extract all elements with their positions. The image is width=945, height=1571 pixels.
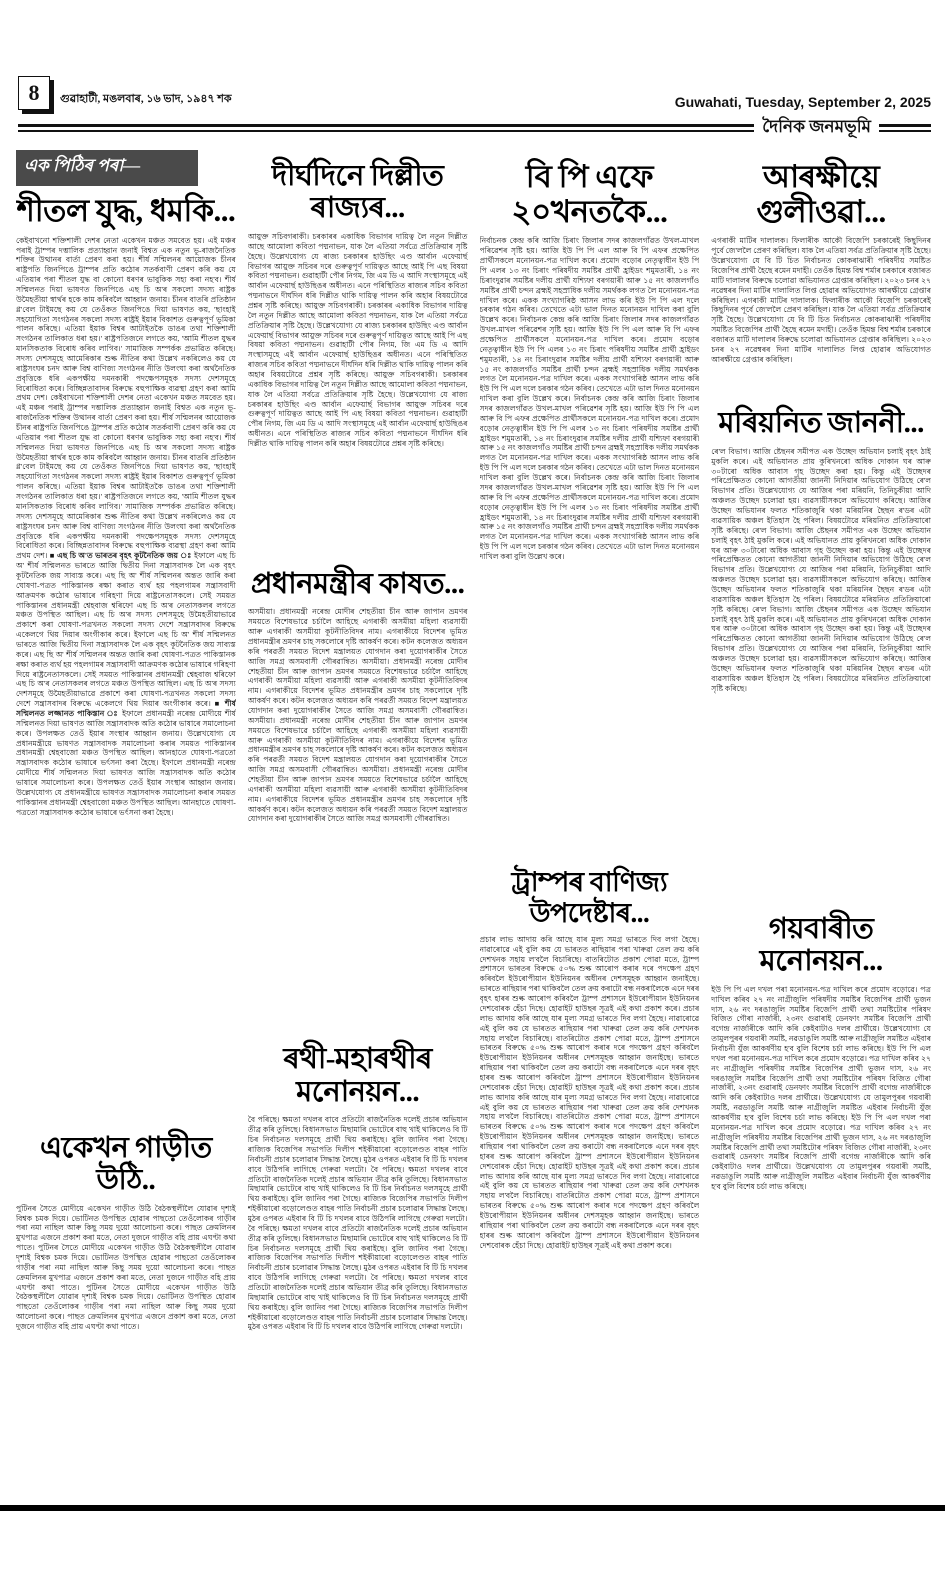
cold-war-body2: ইফালে এছ চি অ' শীৰ্ষ সন্মিলনত ভাৰতে আজি দ্বিতীয় দিনা সন্ত্ৰাসবাদক লৈ এক বৃহৎ কূটনৈতিক জয় সাব্যস্ত কৰে। এছ ছি অ' শীৰ্ষ সন্মিলনৰ অন্তত জাৰি কৰা ঘোষণা-পত্ৰত পাকিস্তানক ৰক্ষা কৰাত ব্যৰ্থ হয় পহলগামৰ সন্ত্ৰাসবাদী আক্ৰমণক কঠোৰ ভাষাৰে গৰিহণা দিয়ে ৰাষ্ট্ৰনেতাসকলে। সেই সময়ত পাকিস্তানৰ প্ৰধানমন্ত্ৰী শ্বেহবাজ শ্বৰিফো এছ চি অ'ৰ নেতাসকলৰ লগতে মঞ্চত উপস্থিত আছিল। এছ চি অ'ৰ সদস্য দেশসমূহে উমৈহতীয়াভাৱে প্ৰকাশে কৰা ঘোষণা-পত্ৰখনত সকলো সদস্য দেশে সন্ত্ৰাসবাদৰ বিৰুদ্ধে একেলগে থিয় দিয়াৰ অংগীকাৰ কৰে। ইফালে এছ চি অ' শীৰ্ষ সন্মিলনত ভাৰতে আজি দ্বিতীয় দিনা সন্ত্ৰাসবাদক লৈ এক বৃহৎ কূটনৈতিক জয় সাব্যস্ত কৰে। এছ ছি অ' শীৰ্ষ সন্মিলনৰ অন্তত জাৰি কৰা ঘোষণা-পত্ৰত পাকিস্তানক ৰক্ষা কৰাত ব্যৰ্থ হয় পহলগামৰ সন্ত্ৰাসবাদী আক্ৰমণক কঠোৰ ভাষাৰে গৰিহণা দিয়ে ৰাষ্ট্ৰনেতাসকলে। সেই সময়ত পাকিস্তানৰ প্ৰধানমন্ত্ৰী শ্বেহবাজ শ্বৰিফো এছ চি অ'ৰ নেতাসকলৰ লগতে মঞ্চত উপস্থিত আছিল। এছ চি অ'ৰ সদস্য দেশসমূহে উমৈহতীয়াভাৱে প্ৰকাশে কৰা ঘোষণা-পত্ৰখনত সকলো সদস্য দেশে সন্ত্ৰাসবাদৰ বিৰুদ্ধে একেলগে থিয় দিয়াৰ অংগীকাৰ কৰে।: [16, 551, 236, 709]
article-nominations-body: [248, 1115, 468, 1518]
gaibari-body: ইউ পি পি এল দখল পৰা মনোনয়ন-পত্ৰ দাখিল কৰে প্ৰমোদ বড়োৱে। পত্ৰ দাখিল কৰিব ২৭ নং নাগ্ৰীজুলি পৰিষদীয় সমষ্টিৰ বিজেপিৰ প্ৰাৰ্থী ভুজন দাস, ২৬ নং দৰঙাজুলি সমষ্টিৰ বিজেপি প্ৰাৰ্থী তথা সমষ্টিটোৰ পৰিষদ বিজিত গৌৰা নাৰ্জাৰী, ২৩নং গুৱাৰাই ডেনফাং সমষ্টিৰ বিজেপি প্ৰাৰ্থী বগেন্দ্ৰ নাৰ্জাৰীকে আদি কৰি কেইবাটাও দলৰ প্ৰাৰ্থীয়ে। উল্লেখযোগ্য যে তামুলপুৰৰ গয়বাৰী সমষ্টি, নৱডাঙুলি সমষ্টি আৰু নাগ্ৰীজুলি সমষ্টিত এইবাৰ নিৰ্বাচনী যুঁজ আকৰ্ষণীয় হ'ব বুলি বিশেষ চৰ্চা লাভ কৰিছে। ইউ পি পি এল দখল পৰা মনোনয়ন-পত্ৰ দাখিল কৰে প্ৰমোদ বড়োৱে। পত্ৰ দাখিল কৰিব ২৭ নং নাগ্ৰীজুলি পৰিষদীয় সমষ্টিৰ বিজেপিৰ প্ৰাৰ্থী ভুজন দাস, ২৬ নং দৰঙাজুলি সমষ্টিৰ বিজেপি প্ৰাৰ্থী তথা সমষ্টিটোৰ পৰিষদ বিজিত গৌৰা নাৰ্জাৰী, ২৩নং গুৱাৰাই ডেনফাং সমষ্টিৰ বিজেপি প্ৰাৰ্থী বগেন্দ্ৰ নাৰ্জাৰীকে আদি কৰি কেইবাটাও দলৰ প্ৰাৰ্থীয়ে। উল্লেখযোগ্য যে তামুলপুৰৰ গয়বাৰী সমষ্টি, নৱডাঙুলি সমষ্টি আৰু নাগ্ৰীজুলি সমষ্টিত এইবাৰ নিৰ্বাচনী যুঁজ আকৰ্ষণীয় হ'ব বুলি বিশেষ চৰ্চা লাভ কৰিছে। ইউ পি পি এল দখল পৰা মনোনয়ন-পত্ৰ দাখিল কৰে প্ৰমোদ বড়োৱে। পত্ৰ দাখিল কৰিব ২৭ নং নাগ্ৰীজুলি পৰিষদীয় সমষ্টিৰ বিজেপিৰ প্ৰাৰ্থী ভুজন দাস, ২৬ নং দৰঙাজুলি সমষ্টিৰ বিজেপি প্ৰাৰ্থী তথা সমষ্টিটোৰ পৰিষদ বিজিত গৌৰা নাৰ্জাৰী, ২৩নং গুৱাৰাই ডেনফাং সমষ্টিৰ বিজেপি প্ৰাৰ্থী বগেন্দ্ৰ নাৰ্জাৰীকে আদি কৰি কেইবাটাও দলৰ প্ৰাৰ্থীয়ে। উল্লেখযোগ্য যে তামুলপুৰৰ গয়বাৰী সমষ্টি, নৱডাঙুলি সমষ্টি আৰু নাগ্ৰীজুলি সমষ্টিত এইবাৰ নিৰ্বাচনী যুঁজ আকৰ্ষণীয় হ'ব বুলি বিশেষ চৰ্চা লাভ কৰিছে।: [711, 984, 931, 1192]
article-same-car-body: [16, 1204, 236, 1518]
double-rule-right: [879, 124, 931, 132]
police-firing-body: এগৰাকী মাটিৰ দালালক। ফিলাৰীক আকৌ বিজেপি চৰকাৰেই কিছুদিনৰ পূৰ্বে জে'ললৈ প্ৰেৰণ কৰিছিল। যাক লৈ এতিয়া সৰ্বত্ৰ প্ৰতিক্ৰিয়াৰ সৃষ্টি হৈছে। উল্লেখযোগ্য যে বি টি চিত নিৰ্বাচনত কোকৰাঝাৰী পৰিষদীয় সমষ্টিত বিজেপিৰ প্ৰাৰ্থী হৈছে ৰমেন মদাহী। তেওঁক হিমন্ত বিশ্ব শৰ্মাৰ চৰকাৰে বজাৰত মাটি দালালৰ বিৰুদ্ধে চলোৱা অভিযানত গ্ৰেপ্তাৰ কৰিছিল। ২০২৩ চনৰ ২৭ নৱেম্বৰৰ দিনা মাটিৰ দালালিত লিপ্ত হোৱাৰ অভিযোগত আৰক্ষীয়ে গ্ৰেপ্তাৰ কৰিছিল। এগৰাকী মাটিৰ দালালক। ফিলাৰীক আকৌ বিজেপি চৰকাৰেই কিছুদিনৰ পূৰ্বে জে'ললৈ প্ৰেৰণ কৰিছিল। যাক লৈ এতিয়া সৰ্বত্ৰ প্ৰতিক্ৰিয়াৰ সৃষ্টি হৈছে। উল্লেখযোগ্য যে বি টি চিত নিৰ্বাচনত কোকৰাঝাৰী পৰিষদীয় সমষ্টিত বিজেপিৰ প্ৰাৰ্থী হৈছে ৰমেন মদাহী। তেওঁক হিমন্ত বিশ্ব শৰ্মাৰ চৰকাৰে বজাৰত মাটি দালালৰ বিৰুদ্ধে চলোৱা অভিযানত গ্ৰেপ্তাৰ কৰিছিল। ২০২৩ চনৰ ২৭ নৱেম্বৰৰ দিনা মাটিৰ দালালিত লিপ্ত হোৱাৰ অভিযোগত আৰক্ষীয়ে গ্ৰেপ্তাৰ কৰিছিল।: [711, 236, 931, 364]
column-4: [711, 148, 931, 1518]
content-columns: [0, 142, 945, 1518]
bottom-rule: [0, 1505, 945, 1511]
masthead-rule: [18, 114, 931, 142]
mariani-body: ৰে'ল বিভাগ। আজি ষ্টেছনৰ সমীপত এক উচ্ছেদ অভিযান চলাই বৃহৎ ঠাই মুকলি কৰে। এই অভিযানত প্ৰায় কুৰিখনৰো অধিক দোকান ঘৰ আৰু ৩০টাৰো অধিক আবাস গৃহ উচ্ছেদ কৰা হয়। কিন্তু এই উচ্ছেদৰ পৰিপ্ৰেক্ষিতত কোনো আগতীয়া জাননী নিদিয়াৰ অভিযোগ উঠিছে ৰে'ল বিভাগৰ প্ৰতি। উল্লেখযোগ্য যে আজিৰ পৰা মৰিয়নি, তিনিচুকীয়া আদি অঞ্চলত উচ্ছেদ চলোৱা হয়। ব্যৱসায়ীসকলে অভিযোগ কৰিছে। আজিৰ উচ্ছেদ অভিযানৰ ফলত শতিকাজুৰি থকা মৰিয়নিৰ ছৈছন ৰ'ডৰ এটা ব্যৱসায়িক অঞ্চল ইতিহাস হৈ পৰিল। বিষয়টোৱে মৰিয়নিত প্ৰতিক্ৰিয়াৰো সৃষ্টি কৰিছে। ৰে'ল বিভাগ। আজি ষ্টেছনৰ সমীপত এক উচ্ছেদ অভিযান চলাই বৃহৎ ঠাই মুকলি কৰে। এই অভিযানত প্ৰায় কুৰিখনৰো অধিক দোকান ঘৰ আৰু ৩০টাৰো অধিক আবাস গৃহ উচ্ছেদ কৰা হয়। কিন্তু এই উচ্ছেদৰ পৰিপ্ৰেক্ষিতত কোনো আগতীয়া জাননী নিদিয়াৰ অভিযোগ উঠিছে ৰে'ল বিভাগৰ প্ৰতি। উল্লেখযোগ্য যে আজিৰ পৰা মৰিয়নি, তিনিচুকীয়া আদি অঞ্চলত উচ্ছেদ চলোৱা হয়। ব্যৱসায়ীসকলে অভিযোগ কৰিছে। আজিৰ উচ্ছেদ অভিযানৰ ফলত শতিকাজুৰি থকা মৰিয়নিৰ ছৈছন ৰ'ডৰ এটা ব্যৱসায়িক অঞ্চল ইতিহাস হৈ পৰিল। বিষয়টোৱে মৰিয়নিত প্ৰতিক্ৰিয়াৰো সৃষ্টি কৰিছে। ৰে'ল বিভাগ। আজি ষ্টেছনৰ সমীপত এক উচ্ছেদ অভিযান চলাই বৃহৎ ঠাই মুকলি কৰে। এই অভিযানত প্ৰায় কুৰিখনৰো অধিক দোকান ঘৰ আৰু ৩০টাৰো অধিক আবাস গৃহ উচ্ছেদ কৰা হয়। কিন্তু এই উচ্ছেদৰ পৰিপ্ৰেক্ষিতত কোনো আগতীয়া জাননী নিদিয়াৰ অভিযোগ উঠিছে ৰে'ল বিভাগৰ প্ৰতি। উল্লেখযোগ্য যে আজিৰ পৰা মৰিয়নি, তিনিচুকীয়া আদি অঞ্চলত উচ্ছেদ চলোৱা হয়। ব্যৱসায়ীসকলে অভিযোগ কৰিছে। আজিৰ উচ্ছেদ অভিযানৰ ফলত শতিকাজুৰি থকা মৰিয়নিৰ ছৈছন ৰ'ডৰ এটা ব্যৱসায়িক অঞ্চল ইতিহাস হৈ পৰিল। বিষয়টোৱে মৰিয়নিত প্ৰতিক্ৰিয়াৰো সৃষ্টি কৰিছে।: [711, 446, 931, 693]
page-number-box: [18, 76, 50, 110]
article-gaibari-body: [711, 985, 931, 1518]
page-header: [0, 0, 945, 142]
headline-mariani: মৰিয়নিত জাননী...: [718, 407, 924, 440]
column-3: [480, 148, 700, 1518]
column-1: [16, 148, 236, 1518]
article-police-firing-body: [711, 236, 931, 401]
article-cold-war-body: [16, 236, 236, 1126]
column-2: [248, 148, 468, 1518]
masthead-title: দৈনিক জনমভূমি: [762, 117, 871, 136]
headline-delhi: দীৰ্ঘদিনে দিল্লীত ৰাজ্যৰ...: [271, 160, 444, 225]
headline-trump-advisor: ট্ৰাম্পৰ বাণিজ্য উপদেষ্টাৰ...: [511, 867, 668, 928]
headline-police-firing: আৰক্ষীয়ে গুলীওৱা...: [756, 159, 886, 229]
cold-war-subhead1: ■ এছ চি অ'ত ভাৰতৰ বৃহৎ কূটনৈতিক জয় ঃ: [49, 551, 195, 561]
trump-advisor-body: প্ৰচাৰ লাভ আদায় কৰি আছে যাৰ মূল্য সমগ্ৰ ভাৰতে দিব লগা হৈছে। নাৱাৰোৱে এই বুলি কয় যে ভাৰতত ৰাছিয়াৰ পৰা খাৰুৱা তেল ক্ৰয় কৰি দেশখনক সহায় ল'বলৈ বিচাৰিছে। বাতৰিটোত প্ৰকাশ পোৱা মতে, ট্ৰাম্প প্ৰশাসনে ভাৰতৰ বিৰুদ্ধে ৫০% শুল্ক আৰোপ কৰাৰ দৰে পদক্ষেপ গ্ৰহণ কৰিবলৈ ইউৰোপীয়ান ইউনিয়নৰ অধীনৰ দেশসমূহক আহ্বান জনাইছে। ভাৰতে ৰাছিয়াৰ পৰা থাকিবলৈ তেল ক্ৰয় কৰাটো বন্ধ নকৰালৈকে এনে দৰৰ বৃহৎ হাৰৰ শুল্ক আৰোপ কৰিবলৈ ট্ৰাম্প প্ৰশাসনে ইউৰোপীয়ান ইউনিয়নৰ দেশবোৰক হেঁচা দিছে। হোৱাইট হাউছৰ সূত্ৰই এই কথা প্ৰকাশ কৰে। প্ৰচাৰ লাভ আদায় কৰি আছে যাৰ মূল্য সমগ্ৰ ভাৰতে দিব লগা হৈছে। নাৱাৰোৱে এই বুলি কয় যে ভাৰতত ৰাছিয়াৰ পৰা খাৰুৱা তেল ক্ৰয় কৰি দেশখনক সহায় ল'বলৈ বিচাৰিছে। বাতৰিটোত প্ৰকাশ পোৱা মতে, ট্ৰাম্প প্ৰশাসনে ভাৰতৰ বিৰুদ্ধে ৫০% শুল্ক আৰোপ কৰাৰ দৰে পদক্ষেপ গ্ৰহণ কৰিবলৈ ইউৰোপীয়ান ইউনিয়নৰ অধীনৰ দেশসমূহক আহ্বান জনাইছে। ভাৰতে ৰাছিয়াৰ পৰা থাকিবলৈ তেল ক্ৰয় কৰাটো বন্ধ নকৰালৈকে এনে দৰৰ বৃহৎ হাৰৰ শুল্ক আৰোপ কৰিবলৈ ট্ৰাম্প প্ৰশাসনে ইউৰোপীয়ান ইউনিয়নৰ দেশবোৰক হেঁচা দিছে। হোৱাইট হাউছৰ সূত্ৰই এই কথা প্ৰকাশ কৰে। প্ৰচাৰ লাভ আদায় কৰি আছে যাৰ মূল্য সমগ্ৰ ভাৰতে দিব লগা হৈছে। নাৱাৰোৱে এই বুলি কয় যে ভাৰতত ৰাছিয়াৰ পৰা খাৰুৱা তেল ক্ৰয় কৰি দেশখনক সহায় ল'বলৈ বিচাৰিছে। বাতৰিটোত প্ৰকাশ পোৱা মতে, ট্ৰাম্প প্ৰশাসনে ভাৰতৰ বিৰুদ্ধে ৫০% শুল্ক আৰোপ কৰাৰ দৰে পদক্ষেপ গ্ৰহণ কৰিবলৈ ইউৰোপীয়ান ইউনিয়নৰ অধীনৰ দেশসমূহক আহ্বান জনাইছে। ভাৰতে ৰাছিয়াৰ পৰা থাকিবলৈ তেল ক্ৰয় কৰাটো বন্ধ নকৰালৈকে এনে দৰৰ বৃহৎ হাৰৰ শুল্ক আৰোপ কৰিবলৈ ট্ৰাম্প প্ৰশাসনে ইউৰোপীয়ান ইউনিয়নৰ দেশবোৰক হেঁচা দিছে। হোৱাইট হাউছৰ সূত্ৰই এই কথা প্ৰকাশ কৰে। প্ৰচাৰ লাভ আদায় কৰি আছে যাৰ মূল্য সমগ্ৰ ভাৰতে দিব লগা হৈছে। নাৱাৰোৱে এই বুলি কয় যে ভাৰতত ৰাছিয়াৰ পৰা খাৰুৱা তেল ক্ৰয় কৰি দেশখনক সহায় ল'বলৈ বিচাৰিছে। বাতৰিটোত প্ৰকাশ পোৱা মতে, ট্ৰাম্প প্ৰশাসনে ভাৰতৰ বিৰুদ্ধে ৫০% শুল্ক আৰোপ কৰাৰ দৰে পদক্ষেপ গ্ৰহণ কৰিবলৈ ইউৰোপীয়ান ইউনিয়নৰ অধীনৰ দেশসমূহক আহ্বান জনাইছে। ভাৰতে ৰাছিয়াৰ পৰা থাকিবলৈ তেল ক্ৰয় কৰাটো বন্ধ নকৰালৈকে এনে দৰৰ বৃহৎ হাৰৰ শুল্ক আৰোপ কৰিবলৈ ট্ৰাম্প প্ৰশাসনে ইউৰোপীয়ান ইউনিয়নৰ দেশবোৰক হেঁচা দিছে। হোৱাইট হাউছৰ সূত্ৰই এই কথা প্ৰকাশ কৰে।: [479, 934, 700, 1250]
pm-kashat-body: অসমীয়া। প্ৰধানমন্ত্ৰী নৰেন্দ্ৰ মোদীৰ শেহতীয়া চীন আৰু জাপান ভ্ৰমণৰ সময়তে বিশেষভাৱে চৰ্চালৈ আহিছে এগৰাকী অসমীয়া মহিলা ব্যৱসায়ী আৰু এগৰাকী অসমীয়া কূটনীতিবিদৰ নাম। এগৰাকীয়ে বিদেশৰ ভূমিত প্ৰধানমন্ত্ৰীৰ ভ্ৰমণৰ চাহ সকলোৰে দৃষ্টি আকৰ্ষণ কৰে। কটন কলেজত অধ্যয়ন কৰি পৰৱৰ্তী সময়ত বিদেশ মন্ত্ৰালয়ত যোগদান কৰা দুয়োগৰাকীৰ সৈতে আজি সমগ্ৰ অসমবাসী গৌৰৱান্বিত। অসমীয়া। প্ৰধানমন্ত্ৰী নৰেন্দ্ৰ মোদীৰ শেহতীয়া চীন আৰু জাপান ভ্ৰমণৰ সময়তে বিশেষভাৱে চৰ্চালৈ আহিছে এগৰাকী অসমীয়া মহিলা ব্যৱসায়ী আৰু এগৰাকী অসমীয়া কূটনীতিবিদৰ নাম। এগৰাকীয়ে বিদেশৰ ভূমিত প্ৰধানমন্ত্ৰীৰ ভ্ৰমণৰ চাহ সকলোৰে দৃষ্টি আকৰ্ষণ কৰে। কটন কলেজত অধ্যয়ন কৰি পৰৱৰ্তী সময়ত বিদেশ মন্ত্ৰালয়ত যোগদান কৰা দুয়োগৰাকীৰ সৈতে আজি সমগ্ৰ অসমবাসী গৌৰৱান্বিত। অসমীয়া। প্ৰধানমন্ত্ৰী নৰেন্দ্ৰ মোদীৰ শেহতীয়া চীন আৰু জাপান ভ্ৰমণৰ সময়তে বিশেষভাৱে চৰ্চালৈ আহিছে এগৰাকী অসমীয়া মহিলা ব্যৱসায়ী আৰু এগৰাকী অসমীয়া কূটনীতিবিদৰ নাম। এগৰাকীয়ে বিদেশৰ ভূমিত প্ৰধানমন্ত্ৰীৰ ভ্ৰমণৰ চাহ সকলোৰে দৃষ্টি আকৰ্ষণ কৰে। কটন কলেজত অধ্যয়ন কৰি পৰৱৰ্তী সময়ত বিদেশ মন্ত্ৰালয়ত যোগদান কৰা দুয়োগৰাকীৰ সৈতে আজি সমগ্ৰ অসমবাসী গৌৰৱান্বিত। অসমীয়া। প্ৰধানমন্ত্ৰী নৰেন্দ্ৰ মোদীৰ শেহতীয়া চীন আৰু জাপান ভ্ৰমণৰ সময়তে বিশেষভাৱে চৰ্চালৈ আহিছে এগৰাকী অসমীয়া মহিলা ব্যৱসায়ী আৰু এগৰাকী অসমীয়া কূটনীতিবিদৰ নাম। এগৰাকীয়ে বিদেশৰ ভূমিত প্ৰধানমন্ত্ৰীৰ ভ্ৰমণৰ চাহ সকলোৰে দৃষ্টি আকৰ্ষণ কৰে। কটন কলেজত অধ্যয়ন কৰি পৰৱৰ্তী সময়ত বিদেশ মন্ত্ৰালয়ত যোগদান কৰা দুয়োগৰাকীৰ সৈতে আজি সমগ্ৰ অসমবাসী গৌৰৱান্বিত।: [247, 607, 468, 824]
double-rule-left: [18, 124, 754, 132]
page-number: 8: [28, 80, 40, 105]
headline-pm-kashat: প্ৰধানমন্ত্ৰীৰ কাষত...: [250, 567, 465, 600]
dateline-assamese: গুৱাহাটী, মঙলবাৰ, ১৬ ভাদ, ১৯৪৭ শক: [60, 93, 232, 105]
headline-nominations: ৰথী-মহাৰথীৰ মনোনয়ন...: [283, 1043, 432, 1108]
delhi-body: আয়ুক্ত সচিবগৰাকী। চৰকাৰৰ একাধিক বিভাগৰ দায়িত্ব লৈ নতুন দিল্লীত আছে আমোলা কবিতা পদ্মনাভন, যাক লৈ এতিয়া সৰ্বত্ৰে প্ৰতিক্ৰিয়াৰ সৃষ্টি হৈছে। উল্লেখযোগ্য যে ৰাজ্য চৰকাৰৰ হাউছিং এণ্ড আৰ্বান এফেয়াৰ্ছ বিভাগৰ আয়ুক্ত সচিবৰ দৰে গুৰুত্বপূৰ্ণ দায়িত্বত আছে আই পি এছ বিষয়া কবিতা পদ্মনাভন। গুৱাহাটী পৌৰ নিগম, জি এম ডি এ আদি সংস্থাসমূহে এই আৰ্বান এফেয়াৰ্ছ হাউছিঙৰ অধীনত। এনে পৰিস্থিতিত ৰাজ্যৰ সচিব কবিতা পদ্মনাভনে দীৰ্ঘদিন ধৰি দিল্লীত থাকি দায়িত্ব পালন কৰি অহাৰ বিষয়টোৱে প্ৰশ্নৰ সৃষ্টি কৰিছে। আয়ুক্ত সচিবগৰাকী। চৰকাৰৰ একাধিক বিভাগৰ দায়িত্ব লৈ নতুন দিল্লীত আছে আমোলা কবিতা পদ্মনাভন, যাক লৈ এতিয়া সৰ্বত্ৰে প্ৰতিক্ৰিয়াৰ সৃষ্টি হৈছে। উল্লেখযোগ্য যে ৰাজ্য চৰকাৰৰ হাউছিং এণ্ড আৰ্বান এফেয়াৰ্ছ বিভাগৰ আয়ুক্ত সচিবৰ দৰে গুৰুত্বপূৰ্ণ দায়িত্বত আছে আই পি এছ বিষয়া কবিতা পদ্মনাভন। গুৱাহাটী পৌৰ নিগম, জি এম ডি এ আদি সংস্থাসমূহে এই আৰ্বান এফেয়াৰ্ছ হাউছিঙৰ অধীনত। এনে পৰিস্থিতিত ৰাজ্যৰ সচিব কবিতা পদ্মনাভনে দীৰ্ঘদিন ধৰি দিল্লীত থাকি দায়িত্ব পালন কৰি অহাৰ বিষয়টোৱে প্ৰশ্নৰ সৃষ্টি কৰিছে। আয়ুক্ত সচিবগৰাকী। চৰকাৰৰ একাধিক বিভাগৰ দায়িত্ব লৈ নতুন দিল্লীত আছে আমোলা কবিতা পদ্মনাভন, যাক লৈ এতিয়া সৰ্বত্ৰে প্ৰতিক্ৰিয়াৰ সৃষ্টি হৈছে। উল্লেখযোগ্য যে ৰাজ্য চৰকাৰৰ হাউছিং এণ্ড আৰ্বান এফেয়াৰ্ছ বিভাগৰ আয়ুক্ত সচিবৰ দৰে গুৰুত্বপূৰ্ণ দায়িত্বত আছে আই পি এছ বিষয়া কবিতা পদ্মনাভন। গুৱাহাটী পৌৰ নিগম, জি এম ডি এ আদি সংস্থাসমূহে এই আৰ্বান এফেয়াৰ্ছ হাউছিঙৰ অধীনত। এনে পৰিস্থিতিত ৰাজ্যৰ সচিব কবিতা পদ্মনাভনে দীৰ্ঘদিন ধৰি দিল্লীত থাকি দায়িত্ব পালন কৰি অহাৰ বিষয়টোৱে প্ৰশ্নৰ সৃষ্টি কৰিছে।: [247, 231, 468, 448]
article-delhi-body: [248, 232, 468, 562]
article-pm-kashat-body: [248, 607, 468, 1037]
bpf-body: নিৰ্বাচনক কেন্দ্ৰ কৰি আজি চিৰাং জিলাৰ সদৰ কাজলগাঁৱত উখল-মাখল পৰিৱেশৰ সৃষ্টি হয়। আজি ইউ পি পি এল আৰু বি পি এফৰ প্ৰক্ষেপিত প্ৰাৰ্থীসকলে মনোনয়ন-পত্ৰ দাখিল কৰে। প্ৰমোদ বড়োৰ নেতৃত্বাধীন ইউ পি পি এলৰ ১৩ নং চিৰাং পৰিষদীয় সমষ্টিৰ প্ৰাৰ্থী হ্ৰাইডং শমুমতাৰী, ১৪ নং চিৰাংদুৱাৰ সমষ্টিৰ দলীয় প্ৰাৰ্থী যশ্যিফা বৰগয়াৰী আৰু ১৫ নং কাজলগাঁও সমষ্টিৰ প্ৰাৰ্থী চন্দন ব্ৰহ্মই সহস্ৰাধিক দলীয় সমৰ্থকক লগত লৈ মনোনয়ন-পত্ৰ দাখিল কৰে। একক সংখ্যাগৰিষ্ঠ আসন লাভ কৰি ইউ পি পি এল দলে চৰকাৰ গঠন কৰিব। তেখেতে এটা ভাল দিনত মনোনয়ন দাখিল কৰা বুলি উল্লেখ কৰে। নিৰ্বাচনক কেন্দ্ৰ কৰি আজি চিৰাং জিলাৰ সদৰ কাজলগাঁৱত উখল-মাখল পৰিৱেশৰ সৃষ্টি হয়। আজি ইউ পি পি এল আৰু বি পি এফৰ প্ৰক্ষেপিত প্ৰাৰ্থীসকলে মনোনয়ন-পত্ৰ দাখিল কৰে। প্ৰমোদ বড়োৰ নেতৃত্বাধীন ইউ পি পি এলৰ ১৩ নং চিৰাং পৰিষদীয় সমষ্টিৰ প্ৰাৰ্থী হ্ৰাইডং শমুমতাৰী, ১৪ নং চিৰাংদুৱাৰ সমষ্টিৰ দলীয় প্ৰাৰ্থী যশ্যিফা বৰগয়াৰী আৰু ১৫ নং কাজলগাঁও সমষ্টিৰ প্ৰাৰ্থী চন্দন ব্ৰহ্মই সহস্ৰাধিক দলীয় সমৰ্থকক লগত লৈ মনোনয়ন-পত্ৰ দাখিল কৰে। একক সংখ্যাগৰিষ্ঠ আসন লাভ কৰি ইউ পি পি এল দলে চৰকাৰ গঠন কৰিব। তেখেতে এটা ভাল দিনত মনোনয়ন দাখিল কৰা বুলি উল্লেখ কৰে। নিৰ্বাচনক কেন্দ্ৰ কৰি আজি চিৰাং জিলাৰ সদৰ কাজলগাঁৱত উখল-মাখল পৰিৱেশৰ সৃষ্টি হয়। আজি ইউ পি পি এল আৰু বি পি এফৰ প্ৰক্ষেপিত প্ৰাৰ্থীসকলে মনোনয়ন-পত্ৰ দাখিল কৰে। প্ৰমোদ বড়োৰ নেতৃত্বাধীন ইউ পি পি এলৰ ১৩ নং চিৰাং পৰিষদীয় সমষ্টিৰ প্ৰাৰ্থী হ্ৰাইডং শমুমতাৰী, ১৪ নং চিৰাংদুৱাৰ সমষ্টিৰ দলীয় প্ৰাৰ্থী যশ্যিফা বৰগয়াৰী আৰু ১৫ নং কাজলগাঁও সমষ্টিৰ প্ৰাৰ্থী চন্দন ব্ৰহ্মই সহস্ৰাধিক দলীয় সমৰ্থকক লগত লৈ মনোনয়ন-পত্ৰ দাখিল কৰে। একক সংখ্যাগৰিষ্ঠ আসন লাভ কৰি ইউ পি পি এল দলে চৰকাৰ গঠন কৰিব। তেখেতে এটা ভাল দিনত মনোনয়ন দাখিল কৰা বুলি উল্লেখ কৰে। নিৰ্বাচনক কেন্দ্ৰ কৰি আজি চিৰাং জিলাৰ সদৰ কাজলগাঁৱত উখল-মাখল পৰিৱেশৰ সৃষ্টি হয়। আজি ইউ পি পি এল আৰু বি পি এফৰ প্ৰক্ষেপিত প্ৰাৰ্থীসকলে মনোনয়ন-পত্ৰ দাখিল কৰে। প্ৰমোদ বড়োৰ নেতৃত্বাধীন ইউ পি পি এলৰ ১৩ নং চিৰাং পৰিষদীয় সমষ্টিৰ প্ৰাৰ্থী হ্ৰাইডং শমুমতাৰী, ১৪ নং চিৰাংদুৱাৰ সমষ্টিৰ দলীয় প্ৰাৰ্থী যশ্যিফা বৰগয়াৰী আৰু ১৫ নং কাজলগাঁও সমষ্টিৰ প্ৰাৰ্থী চন্দন ব্ৰহ্মই সহস্ৰাধিক দলীয় সমৰ্থকক লগত লৈ মনোনয়ন-পত্ৰ দাখিল কৰে। একক সংখ্যাগৰিষ্ঠ আসন লাভ কৰি ইউ পি পি এল দলে চৰকাৰ গঠন কৰিব। তেখেতে এটা ভাল দিনত মনোনয়ন দাখিল কৰা বুলি উল্লেখ কৰে।: [479, 236, 700, 561]
same-car-body: পুটিনৰ সৈতে মোদীয়ে একেখন গাড়ীত উঠি বৈঠকস্থলীলৈ যোৱাৰ দৃশ্যই বিশ্বক চমক দিয়ে। ভোটিনত উপস্থিত হোৱাৰ পাছতো তেওঁলোকৰ গাড়ীৰ পৰা নমা নাছিল আৰু কিছু সময় দুয়ো আলোচনা কৰে। পাছত ক্ৰেমলিনৰ মুখপাত্ৰ এজনে প্ৰকাশ কৰা মতে, নেতা দুজনে গাড়ীত বহি প্ৰায় এঘণ্টা কথা পাতে। পুটিনৰ সৈতে মোদীয়ে একেখন গাড়ীত উঠি বৈঠকস্থলীলৈ যোৱাৰ দৃশ্যই বিশ্বক চমক দিয়ে। ভোটিনত উপস্থিত হোৱাৰ পাছতো তেওঁলোকৰ গাড়ীৰ পৰা নমা নাছিল আৰু কিছু সময় দুয়ো আলোচনা কৰে। পাছত ক্ৰেমলিনৰ মুখপাত্ৰ এজনে প্ৰকাশ কৰা মতে, নেতা দুজনে গাড়ীত বহি প্ৰায় এঘণ্টা কথা পাতে। পুটিনৰ সৈতে মোদীয়ে একেখন গাড়ীত উঠি বৈঠকস্থলীলৈ যোৱাৰ দৃশ্যই বিশ্বক চমক দিয়ে। ভোটিনত উপস্থিত হোৱাৰ পাছতো তেওঁলোকৰ গাড়ীৰ পৰা নমা নাছিল আৰু কিছু সময় দুয়ো আলোচনা কৰে। পাছত ক্ৰেমলিনৰ মুখপাত্ৰ এজনে প্ৰকাশ কৰা মতে, নেতা দুজনে গাড়ীত বহি প্ৰায় এঘণ্টা কথা পাতে।: [16, 1203, 236, 1331]
cold-war-body1: কেইবাখনো শক্তিশালী দেশৰ নেতা একেখন মঞ্চত সমবেত হয়। এই মঞ্চৰ পৰাই ট্ৰাম্পৰ দম্ভালিক প্ৰত্যাহ্বান জনাই বিশ্বত এক নতুন ভূ-ৰাজনৈতিক শক্তিৰ উত্থানৰ বাৰ্তা প্ৰেৰণ কৰা হয়। শীৰ্ষ সন্মিলনৰ আয়োজক চীনৰ ৰাষ্ট্ৰপতি জিনপিঙে ট্ৰাম্পৰ প্ৰতি কঠোৰ সতৰ্কবাণী প্ৰেৰণ কৰি কয় যে এতিয়াৰ পৰা শীতল যুদ্ধ বা কোনো ধৰণৰ ভাবুকিক সহ্য কৰা নহ'ব। শীৰ্ষ সন্মিলনত দিয়া ভাষণত জিনপিঙে এছ চি অ'ৰ সকলো সদস্য ৰাষ্ট্ৰক উমৈহতীয়া স্বাৰ্থৰ হকে কাম কৰিবলৈ আহ্বান জনায়। চীনৰ বাতৰি প্ৰতিষ্ঠান গ্ল'বেল টাইমছে কয় যে তেওঁকত জিনপিঙে দিয়া ভাষণত কয়, 'ছাংহাই সহযোগিতা সংগঠনৰ সকলো সদস্য ৰাষ্ট্ৰই ইয়াৰ বিকাশত গুৰুত্বপূৰ্ণ ভূমিকা পালন কৰিছে। এতিয়া ইয়াক বিশ্বৰ আটাইতকৈ ডাঙৰ তথা শক্তিশালী সংগঠনৰ তালিকাত ধৰা হয়।' ৰাষ্ট্ৰপতিজনে লগতে কয়, 'আমি শীতল যুদ্ধৰ মানসিকতাক বিৰোধ কৰিব লাগিব।' সামাজিক সম্পৰ্কক প্ৰভাৱিত কৰিছে। সদস্য দেশসমূহে আমেৰিকাৰ শুল্ক নীতিৰ কথা উল্লেখ নকৰিলেও কয় যে ৰাষ্ট্ৰসংঘৰ চনদ আৰু বিশ্ব বাণিজ্য সংগঠনৰ নীতি উলংঘা কৰা অৰ্থনৈতিক প্ৰবৃত্তিকে ধৰি একপক্ষীয় দমনকাৰী পদক্ষেপসমূহক সদস্য দেশসমূহে বিৰোধিতা কৰে। বিচ্ছিন্নতাবাদৰ বিৰুদ্ধে বহুপাক্ষিক ব্যৱস্থা গ্ৰহণ কৰা আমি প্ৰথম দেশ। কেইবাখনো শক্তিশালী দেশৰ নেতা একেখন মঞ্চত সমবেত হয়। এই মঞ্চৰ পৰাই ট্ৰাম্পৰ দম্ভালিক প্ৰত্যাহ্বান জনাই বিশ্বত এক নতুন ভূ-ৰাজনৈতিক শক্তিৰ উত্থানৰ বাৰ্তা প্ৰেৰণ কৰা হয়। শীৰ্ষ সন্মিলনৰ আয়োজক চীনৰ ৰাষ্ট্ৰপতি জিনপিঙে ট্ৰাম্পৰ প্ৰতি কঠোৰ সতৰ্কবাণী প্ৰেৰণ কৰি কয় যে এতিয়াৰ পৰা শীতল যুদ্ধ বা কোনো ধৰণৰ ভাবুকিক সহ্য কৰা নহ'ব। শীৰ্ষ সন্মিলনত দিয়া ভাষণত জিনপিঙে এছ চি অ'ৰ সকলো সদস্য ৰাষ্ট্ৰক উমৈহতীয়া স্বাৰ্থৰ হকে কাম কৰিবলৈ আহ্বান জনায়। চীনৰ বাতৰি প্ৰতিষ্ঠান গ্ল'বেল টাইমছে কয় যে তেওঁকত জিনপিঙে দিয়া ভাষণত কয়, 'ছাংহাই সহযোগিতা সংগঠনৰ সকলো সদস্য ৰাষ্ট্ৰই ইয়াৰ বিকাশত গুৰুত্বপূৰ্ণ ভূমিকা পালন কৰিছে। এতিয়া ইয়াক বিশ্বৰ আটাইতকৈ ডাঙৰ তথা শক্তিশালী সংগঠনৰ তালিকাত ধৰা হয়।' ৰাষ্ট্ৰপতিজনে লগতে কয়, 'আমি শীতল যুদ্ধৰ মানসিকতাক বিৰোধ কৰিব লাগিব।' সামাজিক সম্পৰ্কক প্ৰভাৱিত কৰিছে। সদস্য দেশসমূহে আমেৰিকাৰ শুল্ক নীতিৰ কথা উল্লেখ নকৰিলেও কয় যে ৰাষ্ট্ৰসংঘৰ চনদ আৰু বিশ্ব বাণিজ্য সংগঠনৰ নীতি উলংঘা কৰা অৰ্থনৈতিক প্ৰবৃত্তিকে ধৰি একপক্ষীয় দমনকাৰী পদক্ষেপসমূহক সদস্য দেশসমূহে বিৰোধিতা কৰে। বিচ্ছিন্নতাবাদৰ বিৰুদ্ধে বহুপাক্ষিক ব্যৱস্থা গ্ৰহণ কৰা আমি প্ৰথম দেশ।: [16, 235, 236, 561]
dateline-english: Guwahati, Tuesday, September 2, 2025: [674, 94, 931, 110]
headline-cold-war: শীতল যুদ্ধ, ধমকি...: [16, 193, 236, 228]
nominations-body: বৈ পৰিছে। ক্ষমতা দখলৰ বাবে প্ৰতিটো ৰাজনৈতিক দলেই প্ৰচাৰ অভিযান তীব্ৰ কৰি তুলিছে। বিধানসভাত মিছামাৰি ভোটেৰে বাহু খাই থাকিলেও বি টি চিৰ নিৰ্বাচনত দলসমূহে প্ৰাৰ্থী থিয় কৰাইছে। বুলি জানিব পৰা গৈছে। ৰাজ্যিক বিজেপিৰ সভাপতি দিলীপ শইকীয়াৰো বড়োলেণ্ডত বাহৰ পাতি নিৰ্বাচনী প্ৰচাৰ চলোৱাৰ সিদ্ধান্ত লৈছে। মুঠৰ ওপৰত এইবাৰ বি টি চি দখলৰ বাবে উঠিপৰি লাগিছে গেৰুৱা দলটো। বৈ পৰিছে। ক্ষমতা দখলৰ বাবে প্ৰতিটো ৰাজনৈতিক দলেই প্ৰচাৰ অভিযান তীব্ৰ কৰি তুলিছে। বিধানসভাত মিছামাৰি ভোটেৰে বাহু খাই থাকিলেও বি টি চিৰ নিৰ্বাচনত দলসমূহে প্ৰাৰ্থী থিয় কৰাইছে। বুলি জানিব পৰা গৈছে। ৰাজ্যিক বিজেপিৰ সভাপতি দিলীপ শইকীয়াৰো বড়োলেণ্ডত বাহৰ পাতি নিৰ্বাচনী প্ৰচাৰ চলোৱাৰ সিদ্ধান্ত লৈছে। মুঠৰ ওপৰত এইবাৰ বি টি চি দখলৰ বাবে উঠিপৰি লাগিছে গেৰুৱা দলটো। বৈ পৰিছে। ক্ষমতা দখলৰ বাবে প্ৰতিটো ৰাজনৈতিক দলেই প্ৰচাৰ অভিযান তীব্ৰ কৰি তুলিছে। বিধানসভাত মিছামাৰি ভোটেৰে বাহু খাই থাকিলেও বি টি চিৰ নিৰ্বাচনত দলসমূহে প্ৰাৰ্থী থিয় কৰাইছে। বুলি জানিব পৰা গৈছে। ৰাজ্যিক বিজেপিৰ সভাপতি দিলীপ শইকীয়াৰো বড়োলেণ্ডত বাহৰ পাতি নিৰ্বাচনী প্ৰচাৰ চলোৱাৰ সিদ্ধান্ত লৈছে। মুঠৰ ওপৰত এইবাৰ বি টি চি দখলৰ বাবে উঠিপৰি লাগিছে গেৰুৱা দলটো। বৈ পৰিছে। ক্ষমতা দখলৰ বাবে প্ৰতিটো ৰাজনৈতিক দলেই প্ৰচাৰ অভিযান তীব্ৰ কৰি তুলিছে। বিধানসভাত মিছামাৰি ভোটেৰে বাহু খাই থাকিলেও বি টি চিৰ নিৰ্বাচনত দলসমূহে প্ৰাৰ্থী থিয় কৰাইছে। বুলি জানিব পৰা গৈছে। ৰাজ্যিক বিজেপিৰ সভাপতি দিলীপ শইকীয়াৰো বড়োলেণ্ডত বাহৰ পাতি নিৰ্বাচনী প্ৰচাৰ চলোৱাৰ সিদ্ধান্ত লৈছে। মুঠৰ ওপৰত এইবাৰ বি টি চি দখলৰ বাবে উঠিপৰি লাগিছে গেৰুৱা দলটো।: [247, 1115, 468, 1332]
article-trump-advisor-body: [480, 935, 700, 1518]
article-bpf-body: [480, 236, 700, 861]
ek-pithir-pora-banner: এক পিঠিৰ পৰা—: [16, 150, 198, 186]
headline-same-car: একেখন গাড়ীত উঠি..: [39, 1131, 212, 1197]
headline-bpf: বি পি এফে ২০খনতকৈ...: [511, 159, 668, 229]
article-mariani-body: [711, 447, 931, 907]
headline-gaibari: গয়বাৰীত মনোনয়ন...: [759, 912, 883, 978]
cold-war-body3: ইফালে প্ৰধানমন্ত্ৰী নৰেন্দ্ৰ মোদীয়ে শীৰ্ষ সন্মিলনত দিয়া ভাষণত আজি সন্ত্ৰাসবাদক অতি কঠোৰ ভাষাৰে সমালোচনা কৰে। উপলক্ষত তেওঁ ইয়াৰ সংস্থাৰ আহ্বান জনায়। উল্লেখযোগ্য যে প্ৰধানমন্ত্ৰীয়ে ভাষণত সন্ত্ৰাসবাদক সমালোচনা কৰাৰ সময়ত পাকিস্তানৰ প্ৰধানমন্ত্ৰী শ্বেহবাজো মঞ্চত উপস্থিত আছিল। আনহাতে ঘোষণা-পত্ৰতো সন্ত্ৰাসবাদক কঠোৰ ভাষাৰে ভৰ্ৎসনা কৰা হৈছে। ইফালে প্ৰধানমন্ত্ৰী নৰেন্দ্ৰ মোদীয়ে শীৰ্ষ সন্মিলনত দিয়া ভাষণত আজি সন্ত্ৰাসবাদক অতি কঠোৰ ভাষাৰে সমালোচনা কৰে। উপলক্ষত তেওঁ ইয়াৰ সংস্থাৰ আহ্বান জনায়। উল্লেখযোগ্য যে প্ৰধানমন্ত্ৰীয়ে ভাষণত সন্ত্ৰাসবাদক সমালোচনা কৰাৰ সময়ত পাকিস্তানৰ প্ৰধানমন্ত্ৰী শ্বেহবাজো মঞ্চত উপস্থিত আছিল। আনহাতে ঘোষণা-পত্ৰতো সন্ত্ৰাসবাদক কঠোৰ ভাষাৰে ভৰ্ৎসনা কৰা হৈছে।: [16, 708, 236, 817]
cold-war-subhead2: ■ শীৰ্ষ সন্মিলনত লজ্জানত পাকিস্তান ঃ: [16, 699, 236, 718]
